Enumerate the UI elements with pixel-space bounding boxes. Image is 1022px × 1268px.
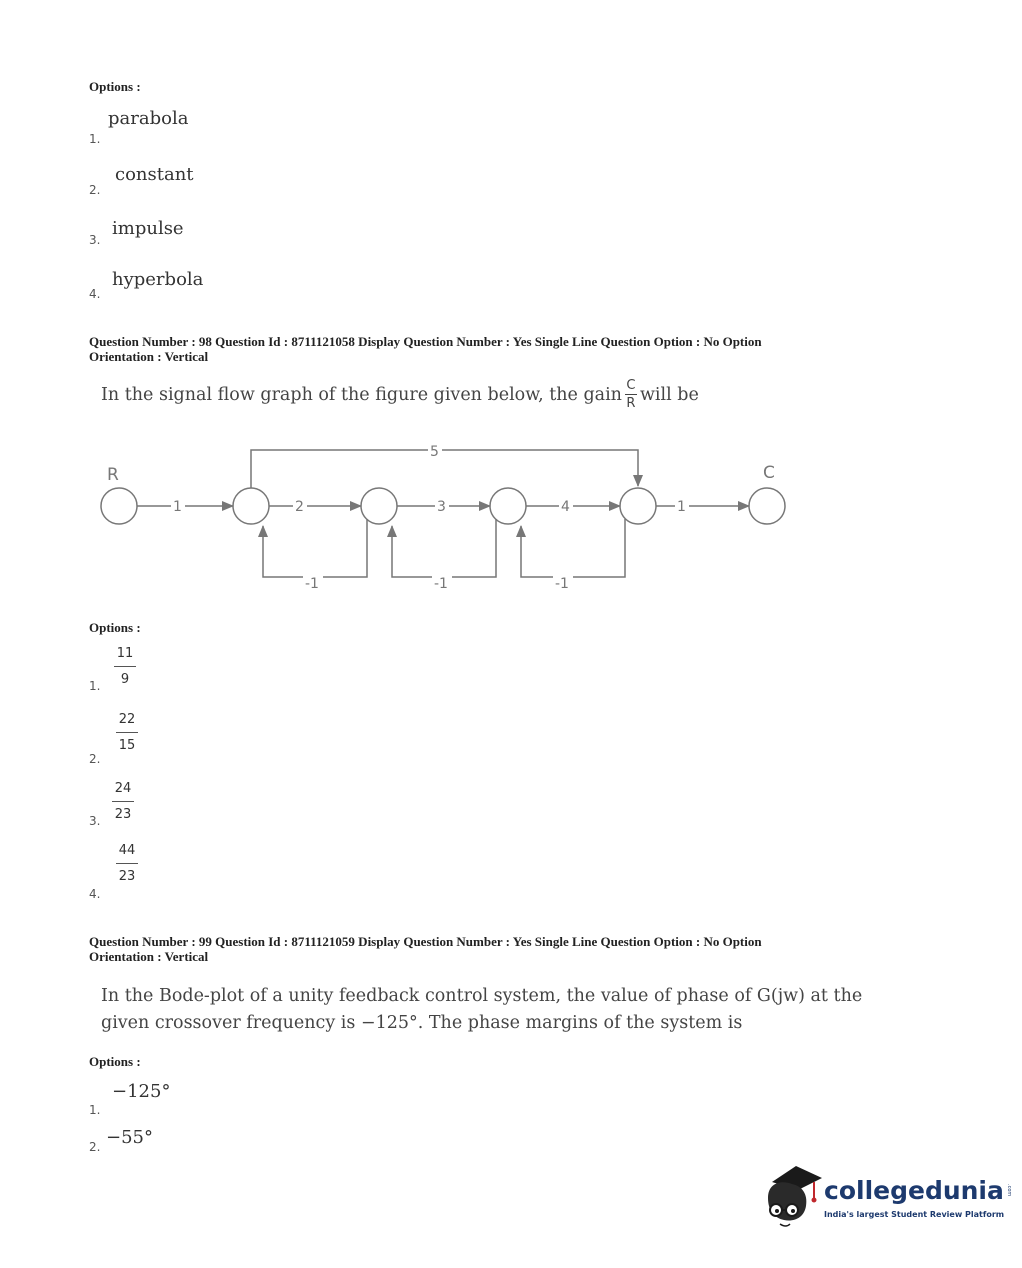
fraction-bar: [114, 666, 136, 667]
gain-fraction: [625, 378, 637, 411]
option-number: 4.: [89, 287, 101, 301]
option-fraction: [114, 646, 136, 687]
feedback-branch: [392, 519, 496, 577]
option-fraction: [112, 781, 134, 822]
option-text: −55°: [106, 1127, 153, 1148]
question-text-start: In the signal flow graph of the figure given below, the gain: [101, 384, 622, 405]
collegedunia-logo: [762, 1160, 1012, 1232]
feedback-gain-label: -1: [434, 576, 448, 592]
fraction-numerator: 44: [118, 843, 136, 858]
node-c: [749, 488, 785, 524]
feedback-gain-label: -1: [305, 576, 319, 592]
feedforward-branch: [251, 450, 638, 488]
mascot-icon: [762, 1160, 824, 1232]
option-number: 1.: [89, 132, 101, 146]
fraction-numerator: 22: [118, 712, 136, 727]
node-1: [233, 488, 269, 524]
signal-flow-graph: [95, 440, 795, 600]
node-4: [620, 488, 656, 524]
question-meta-line: Question Number : 98 Question Id : 8711121058 Display Question Number : Yes Single Line Question Option : No Option: [89, 334, 762, 349]
fraction-denominator: 23: [114, 807, 132, 822]
logo-tagline: India's largest Student Review Platform: [824, 1210, 1005, 1219]
option-text: constant: [115, 164, 194, 185]
feedback-gain-label: -1: [555, 576, 569, 592]
option-number: 1.: [89, 1103, 101, 1117]
node-3: [490, 488, 526, 524]
option-number: 2.: [89, 752, 101, 766]
fraction-bar: [112, 801, 134, 802]
options-label: Options :: [89, 79, 141, 94]
gain-label: 4: [561, 499, 570, 515]
option-text: −125°: [112, 1081, 171, 1102]
option-text: parabola: [108, 108, 189, 129]
options-label: Options :: [89, 1054, 141, 1069]
feedback-branch: [263, 519, 367, 577]
option-number: 2.: [89, 183, 101, 197]
gain-denominator: R: [626, 396, 636, 411]
fraction-bar: [116, 863, 138, 864]
option-text: impulse: [112, 218, 184, 239]
feedforward-gain-label: 5: [430, 444, 439, 460]
question-meta: [89, 334, 889, 364]
question-meta-line: Orientation : Vertical: [89, 349, 209, 364]
option-number: 1.: [89, 679, 101, 693]
node-r: [101, 488, 137, 524]
option-number: 3.: [89, 233, 101, 247]
question-text-line: given crossover frequency is −125°. The phase margins of the system is: [101, 1013, 743, 1033]
fraction-denominator: 9: [120, 672, 130, 687]
node-2: [361, 488, 397, 524]
gain-label: 1: [173, 499, 182, 515]
fraction-bar: [116, 732, 138, 733]
question-meta: [89, 934, 889, 964]
question-text-line: In the Bode-plot of a unity feedback control system, the value of phase of G(jw) at the: [101, 986, 863, 1006]
fraction-bar: [625, 394, 637, 395]
gain-label: 3: [437, 499, 446, 515]
question-text-end: will be: [639, 384, 699, 405]
input-node-label: R: [107, 465, 119, 485]
logo-name: collegedunia: [824, 1176, 1004, 1205]
gain-numerator: C: [626, 378, 636, 393]
gain-label: 2: [295, 499, 304, 515]
fraction-denominator: 23: [118, 869, 136, 884]
option-text: hyperbola: [112, 269, 204, 290]
question-meta-line: Orientation : Vertical: [89, 949, 209, 964]
fraction-numerator: 24: [114, 781, 132, 796]
option-number: 3.: [89, 814, 101, 828]
logo-suffix: .com: [1005, 1184, 1012, 1197]
output-node-label: C: [763, 463, 775, 483]
question-text: [101, 983, 862, 1037]
question-text: [101, 378, 699, 411]
options-label: Options :: [89, 620, 141, 635]
gain-label: 1: [677, 499, 686, 515]
feedback-branch: [521, 519, 625, 577]
option-fraction: [116, 712, 138, 753]
option-number: 4.: [89, 887, 101, 901]
fraction-denominator: 15: [118, 738, 136, 753]
question-meta-line: Question Number : 99 Question Id : 8711121059 Display Question Number : Yes Single Line Question Option : No Option: [89, 934, 762, 949]
fraction-numerator: 11: [116, 646, 134, 661]
option-number: 2.: [89, 1140, 101, 1154]
option-fraction: [116, 843, 138, 884]
